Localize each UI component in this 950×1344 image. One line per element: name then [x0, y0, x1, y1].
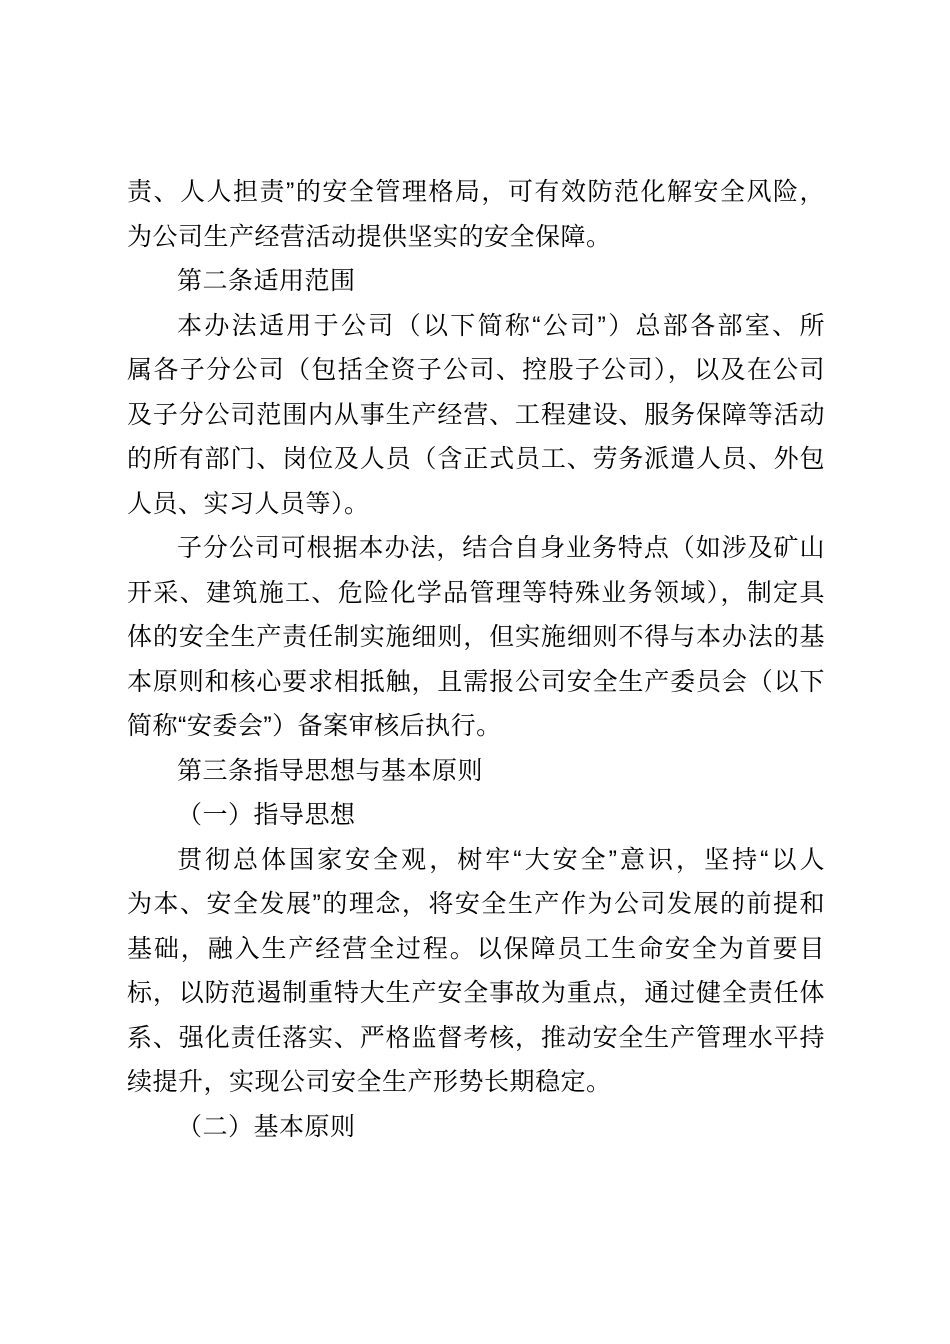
text-line: 本原则和核心要求相抵触，且需报公司安全生产委员会（以下 — [127, 667, 825, 696]
text-line: 标，以防范遏制重特大生产安全事故为重点，通过健全责任体 — [127, 979, 825, 1007]
text-line: 属各子分公司（包括全资子公司、控股子公司），以及在公司 — [127, 356, 825, 384]
text-line: 体的安全生产责任制实施细则，但实施细则不得与本办法的基 — [127, 623, 825, 651]
text-line: 子分公司可根据本办法，结合自身业务特点（如涉及矿山 — [177, 534, 825, 562]
text-line: 本办法适用于公司（以下简称“公司”）总部各部室、所 — [177, 311, 825, 340]
text-line: 人员、实习人员等）。 — [127, 489, 370, 518]
text-line: 贯彻总体国家安全观，树牢“大安全”意识，坚持“以人 — [177, 845, 825, 874]
subsection-heading-2: （二）基本原则 — [177, 1112, 356, 1141]
section-heading-article-2: 第二条适用范围 — [177, 267, 356, 295]
text-line: 为本、安全发展”的理念，将安全生产作为公司发展的前提和 — [127, 890, 825, 918]
section-heading-article-3: 第三条指导思想与基本原则 — [177, 756, 484, 785]
text-line: 续提升，实现公司安全生产形势长期稳定。 — [127, 1068, 612, 1096]
text-line: 简称“安委会”）备案审核后执行。 — [127, 712, 502, 740]
text-line: 系、强化责任落实、严格监督考核，推动安全生产管理水平持 — [127, 1023, 825, 1052]
text-line: 的所有部门、岗位及人员（含正式员工、劳务派遣人员、外包 — [127, 445, 825, 473]
text-line: 责、人人担责”的安全管理格局，可有效防范化解安全风险， — [127, 178, 825, 206]
text-line: 及子分公司范围内从事生产经营、工程建设、服务保障等活动 — [127, 400, 825, 429]
text-line: 基础，融入生产经营全过程。以保障员工生命安全为首要目 — [127, 934, 825, 963]
text-line: 开采、建筑施工、危险化学品管理等特殊业务领域），制定具 — [127, 578, 825, 607]
subsection-heading-1: （一）指导思想 — [177, 801, 356, 829]
document-text-block — [127, 170, 825, 1149]
text-line: 为公司生产经营活动提供坚实的安全保障。 — [127, 222, 612, 251]
